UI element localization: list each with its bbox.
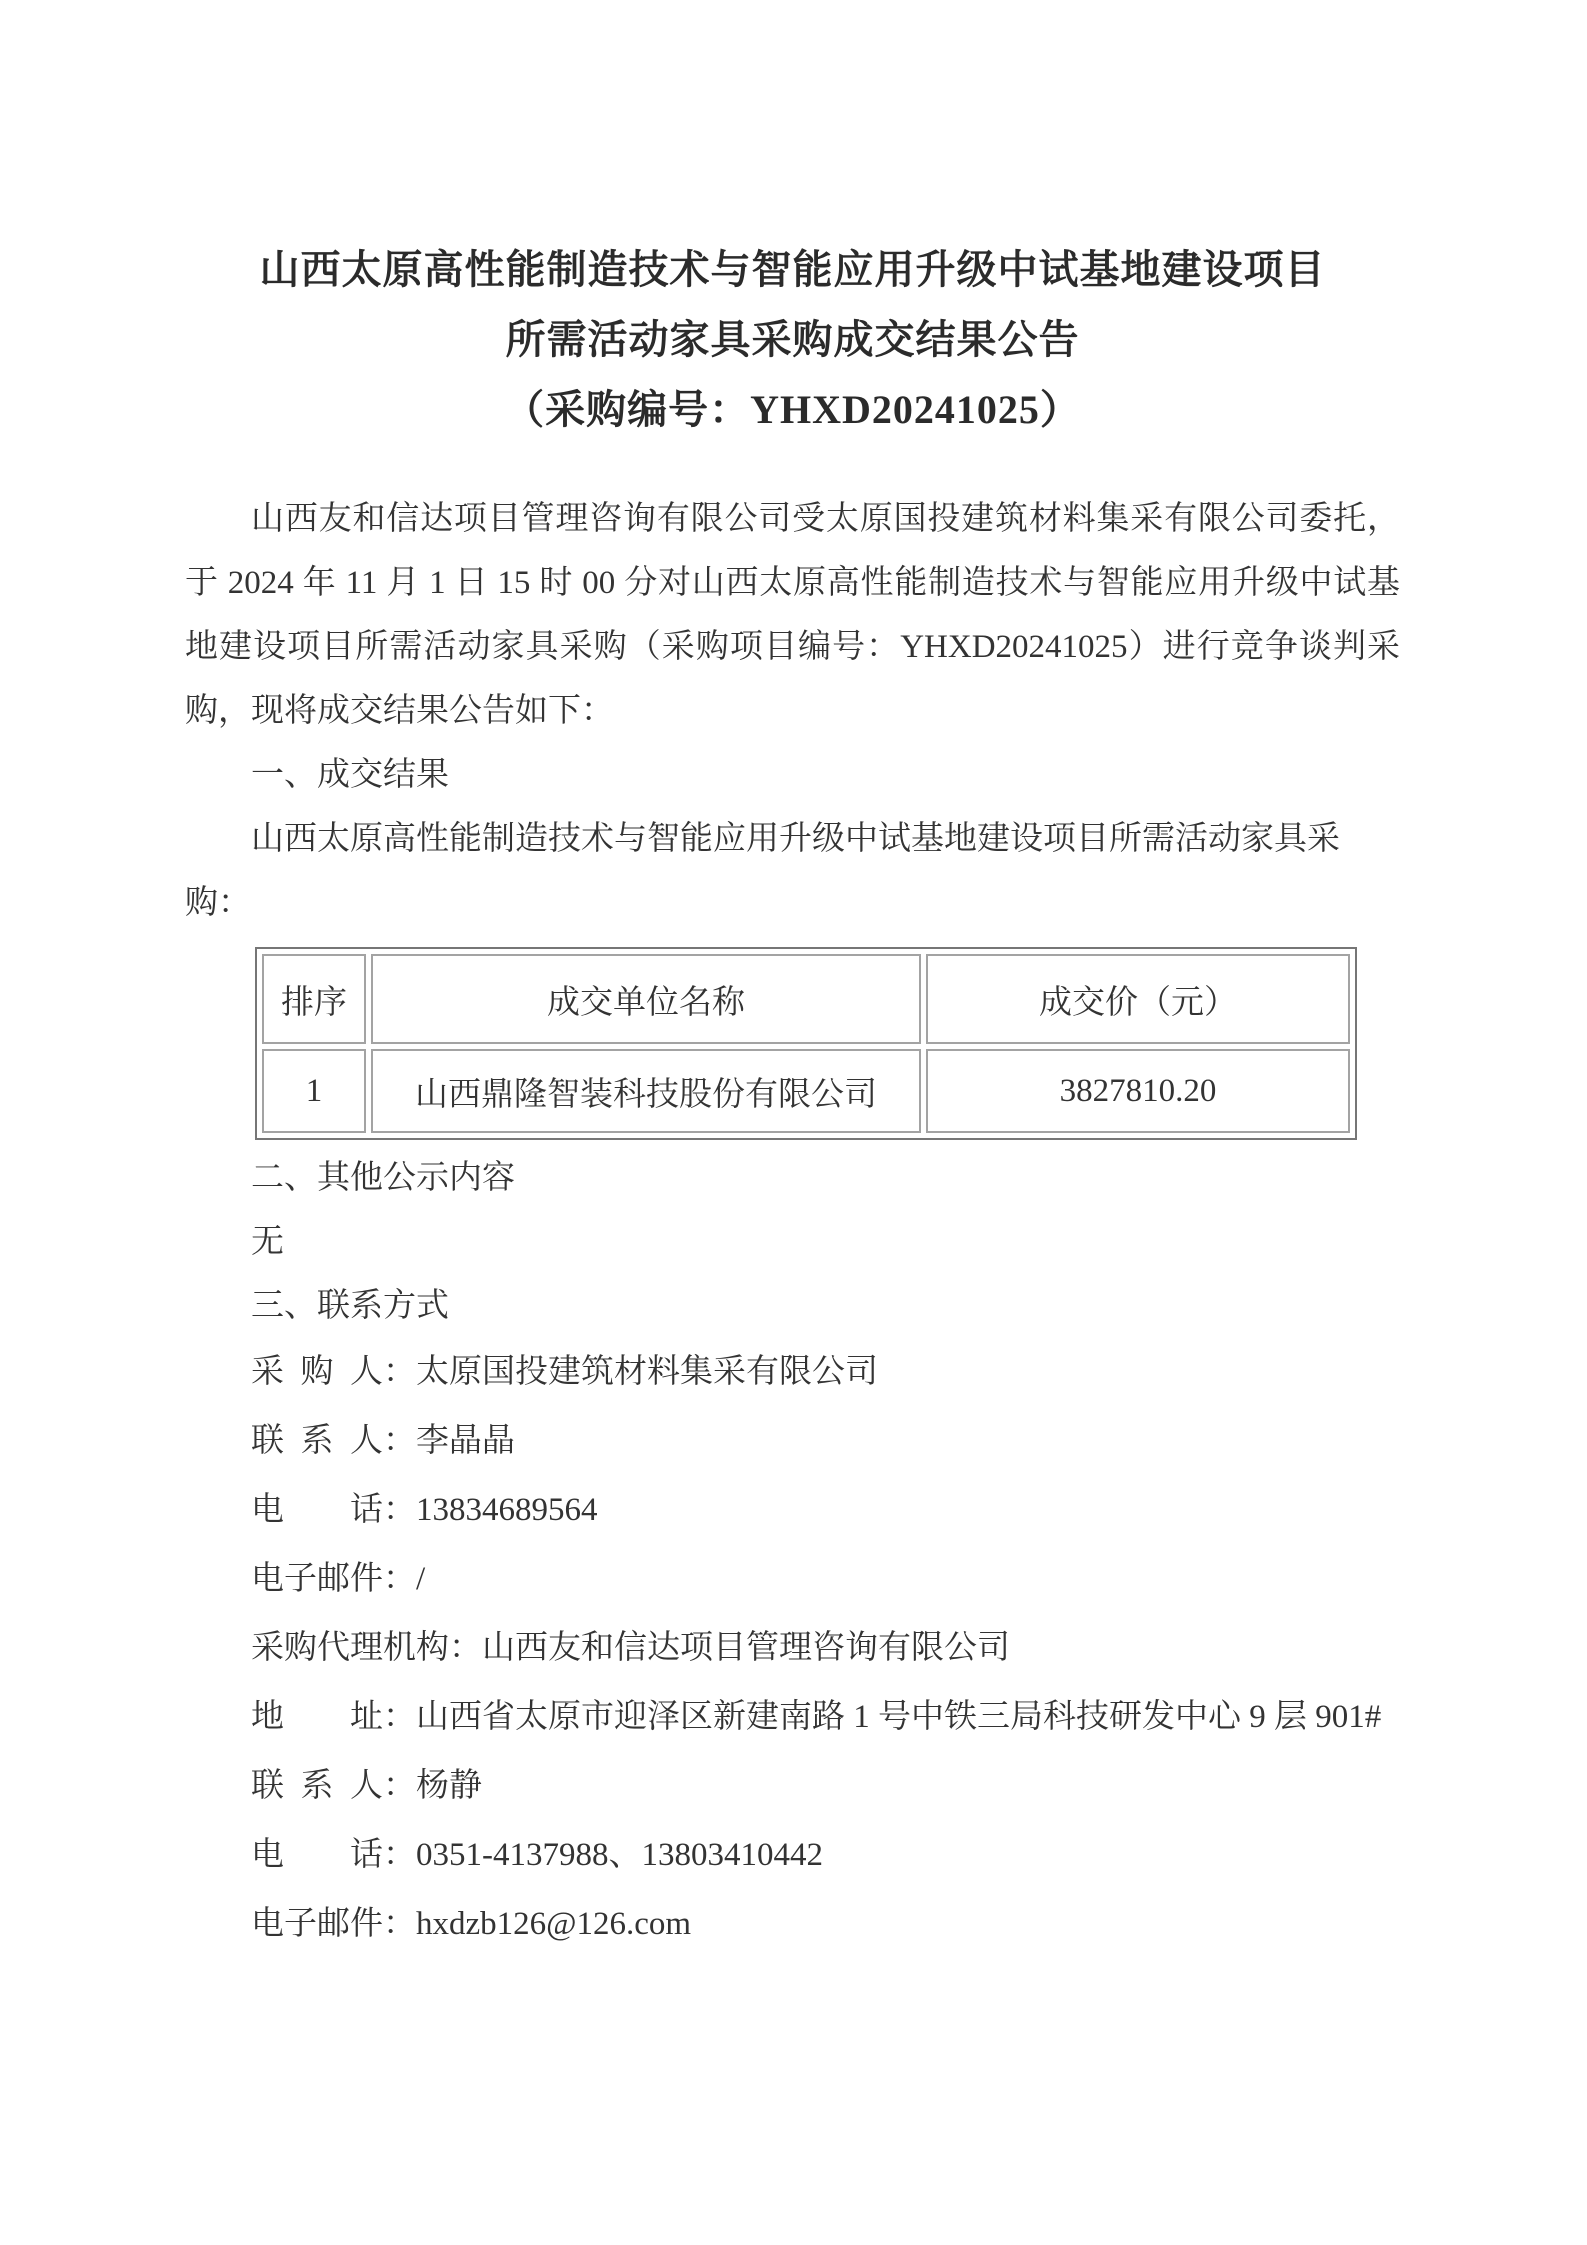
document-title-line-1: 山西太原高性能制造技术与智能应用升级中试基地建设项目 [259,247,1326,292]
contact-email-1-label: 电子邮件： [251,1561,416,1597]
table-row [262,1049,1350,1133]
cell-award-price: 3827810.20 [926,1049,1350,1133]
award-result-table-header [262,954,1350,1044]
contact-phone-2 [251,1821,1400,1890]
contact-email-2-label: 电子邮件： [251,1906,416,1942]
contact-agency [251,1614,1400,1683]
contact-email-2 [251,1890,1400,1959]
table-header-award-price: 成交价（元） [926,954,1350,1044]
contact-person-1-label: 联 系 人： [251,1423,416,1459]
contact-person-2-value: 杨静 [416,1768,482,1804]
document-title-procurement-number: （采购编号：YHXD20241025） [504,387,1081,432]
contact-phone-2-value: 0351-4137988、13803410442 [416,1837,823,1873]
section-1-intro: 山西太原高性能制造技术与智能应用升级中试基地建设项目所需活动家具采购： [185,821,1340,921]
cell-supplier-name: 山西鼎隆智装科技股份有限公司 [371,1049,921,1133]
contact-address-value: 山西省太原市迎泽区新建南路 1 号中铁三局科技研发中心 9 层 901# [416,1699,1382,1735]
document-title-line-2: 所需活动家具采购成交结果公告 [505,317,1080,362]
contact-phone-1-label: 电 话： [251,1492,416,1528]
table-header-supplier-name: 成交单位名称 [371,954,921,1044]
award-result-table [255,947,1357,1140]
contact-info-block [185,1338,1400,1959]
table-header-rank: 排序 [262,954,366,1044]
contact-agency-value: 山西友和信达项目管理咨询有限公司 [482,1630,1010,1666]
contact-person-1 [251,1407,1400,1476]
table-header-row [262,954,1350,1044]
contact-person-2-label: 联 系 人： [251,1768,416,1804]
contact-purchaser [251,1338,1400,1407]
contact-email-2-value: hxdzb126@126.com [416,1906,692,1942]
section-2-content: 无 [251,1224,284,1260]
contact-email-1 [251,1545,1400,1614]
contact-purchaser-value: 太原国投建筑材料集采有限公司 [416,1354,878,1390]
contact-email-1-value: / [416,1561,426,1597]
cell-rank: 1 [262,1049,366,1133]
contact-person-2 [251,1752,1400,1821]
contact-address-label: 地 址： [251,1699,416,1735]
document-title [185,235,1400,445]
section-3-heading: 三、联系方式 [251,1288,449,1324]
contact-purchaser-label: 采 购 人： [251,1354,416,1390]
contact-phone-1 [251,1476,1400,1545]
contact-address [251,1683,1400,1752]
section-2-heading: 二、其他公示内容 [251,1160,515,1196]
contact-person-1-value: 李晶晶 [416,1423,515,1459]
contact-agency-label: 采购代理机构： [251,1630,482,1666]
contact-phone-1-value: 13834689564 [416,1492,598,1528]
intro-paragraph: 山西友和信达项目管理咨询有限公司受太原国投建筑材料集采有限公司委托，于 2024 年 11 月 1 日 15 时 00 分对山西太原高性能制造技术与智能应用升级中试基地建设项目所需活动家具采购（采购项目编号：YHXD20241025）进行竞争谈判采购，现将成交结果公告如下： [185,501,1400,729]
section-1-heading: 一、成交结果 [251,757,449,793]
award-result-table-body [262,1049,1350,1133]
contact-phone-2-label: 电 话： [251,1837,416,1873]
